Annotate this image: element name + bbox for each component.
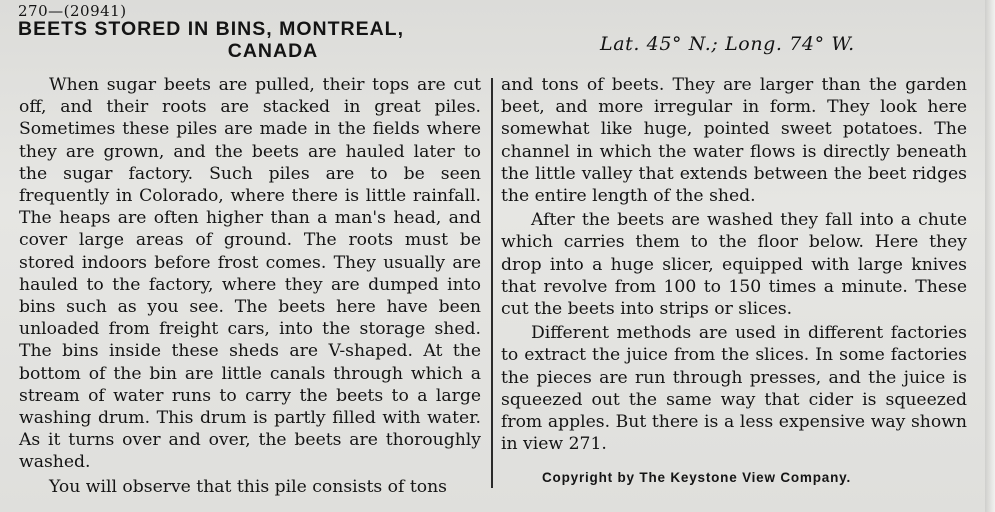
right-paragraph-3: Different methods are used in different factories to extract the juice from the slices. In some factories the pieces are run through presses, and the juice is squeezed out the same way that cider is squeezed from apples. But there is a less expensive way shown in view 271. <box>501 323 967 455</box>
card-edge <box>985 0 995 512</box>
left-column <box>19 74 481 498</box>
left-paragraph-2: You will observe that this pile consists of tons <box>49 476 447 497</box>
card-number: 270—(20941) <box>18 2 127 20</box>
title-line-1: BEETS STORED IN BINS, MONTREAL, <box>18 18 404 40</box>
card-title <box>18 18 488 62</box>
coordinates: Lat. 45° N.; Long. 74° W. <box>600 33 855 55</box>
column-divider <box>491 78 493 488</box>
right-column <box>501 74 967 455</box>
title-line-2: CANADA <box>227 40 319 62</box>
right-paragraph-2: After the beets are washed they fall into a chute which carries them to the floor below. Here they drop into a huge slicer, equipped with large knives that revolve from 100 to 150 times a minute. These cut the beets into strips or slices. <box>501 210 967 320</box>
left-paragraph-1: When sugar beets are pulled, their tops are cut off, and their roots are stacked in great piles. Sometimes these piles are made in the fields where they are grown, and the beets are hauled later to the sugar factory. Such piles are to be seen frequently in Colorado, where there is little rainfall. The heaps are often higher than a man's head, and cover large areas of ground. The roots must be stored indoors before frost comes. They usually are hauled to the factory, where they are dumped into bins such as you see. The beets here have been unloaded from freight cars, into the storage shed. The bins inside these sheds are V-shaped. At the bottom of the bin are little canals through which a stream of water runs to carry the beets to a large washing drum. This drum is partly filled with water. As it turns over and over, the beets are thoroughly washed. <box>19 75 481 473</box>
copyright-notice: Copyright by The Keystone View Company. <box>542 470 851 485</box>
right-paragraph-1: and tons of beets. They are larger than the garden beet, and more irregular in form. They look here somewhat like huge, pointed sweet potatoes. The channel in which the water flows is directly beneath the little valley that extends between the beet ridges the entire length of the shed. <box>501 75 967 207</box>
